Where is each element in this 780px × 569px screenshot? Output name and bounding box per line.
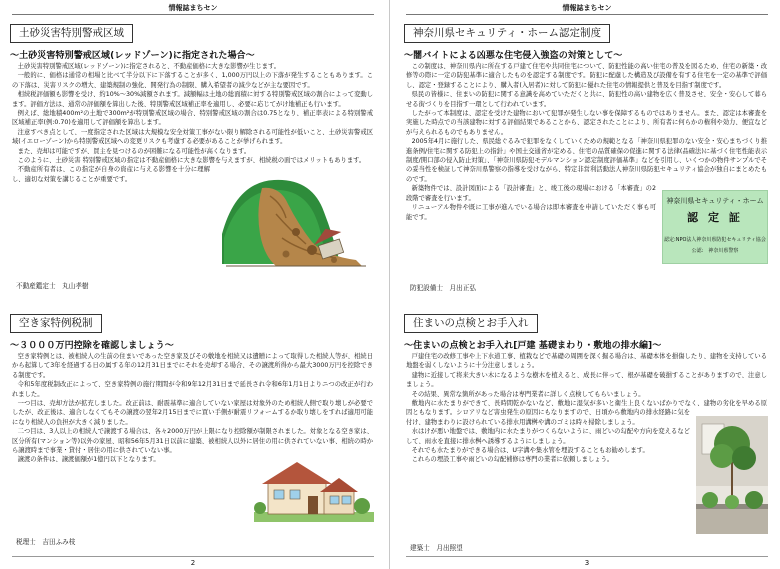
float-spacer [767, 62, 768, 186]
left-page [6, 0, 380, 569]
garden-photo-svg [696, 416, 768, 534]
body-vacant-house [12, 352, 374, 532]
paragraph: これらの埋設工事や雨どいの勾配補修は専門の業者に依頼しましょう。 [411, 456, 614, 464]
paragraph: それでも水たまりができる場合は、U字溝や集水管を埋設することもお勧めします。 [411, 447, 649, 455]
page-gutter [389, 0, 390, 569]
newsletter-name: 情報誌まちセン [168, 4, 218, 12]
byline-security: 防犯設備士 月出正弘 [410, 284, 476, 292]
section-title-vacant-house: 空き家特例税制 [10, 314, 102, 333]
paragraph: 一般的に、価格は通常の相場と比べて半分以下に下落することが多く、1,000万円以上の下落が発生することもあります。この下落は、災害リスクの増大、建築規制の強化、開発行為の制限、購入希望者の減少などが主な要因です。 [12, 72, 373, 89]
running-head [400, 3, 774, 13]
float-spacer [767, 352, 768, 416]
paragraph: 例えば、総地積400m²の土地で300m²が特別警戒区域の場合、特別警戒区域の割合は0.75となり、補正率表による特別警戒区域補正率(例:0.70)を適用して評価額を算出します。 [12, 110, 373, 127]
landslide-illustration-svg [216, 174, 374, 270]
boulder [292, 228, 300, 236]
paragraph: 譲渡の条件は、譲渡価額が1億円以下となります。 [17, 456, 160, 464]
garden-photo [696, 416, 768, 534]
right-page [400, 0, 774, 569]
body-inspection [406, 352, 768, 538]
header-rule [406, 14, 768, 15]
paragraph: 空き家特例とは、被相続人の生前の住まいであった空き家及びその敷地を相続又は遺贈によって取得した相続人等が、相続日から起算して3年を経過する日の属する年の12月31日までにそれを売却する場合、その譲渡所得から最大3000万円を控除できる制度です。 [12, 353, 373, 379]
certificate-line1: 神奈川県セキュリティ・ホーム [666, 197, 764, 205]
headline-security: ～闇バイトによる凶悪な住宅侵入強盗の対策として～ [404, 51, 623, 61]
paragraph: 不動産所有者は、この指定が自身の資産に与える影響を十分に理解し、適切な対策を講じることが重要です。 [12, 166, 210, 183]
paragraph: 2005年4月に施行した、県民総ぐるみで犯罪をなくしていくための規範となる「神奈川県犯罪のない安全・安心まちづくり推進条例/住宅に関する防犯上の指針」や国土交通省が定める、住宅の品質確保の促進に関する法律(品確法)に基づく住宅性能表示制度/開口部の侵入防止対策」、「神奈川県防犯モデルマンション認定制度評価基準」などを引用し、いくつかの物件サンプルでその妥当性を検証して神奈川県警察の指導を受けながら、特定非営利活動法人神奈川県防犯セキュリティ協会が独自にまとめたものです。 [406, 138, 767, 183]
vacant-house-section [6, 306, 380, 554]
page-number-left: 2 [6, 559, 380, 567]
certificate-line4: 公認: 神奈川県警察 [691, 248, 739, 254]
paragraph: 県民の皆様に、住まいの防犯に関する意識を高めていただくと共に、防犯性の高い建物を広く普及させ、安全・安心して暮らせる街づくりを目指す一環として行われています。 [406, 91, 767, 108]
section-title-landslide: 土砂災害特別警戒区域 [10, 24, 133, 43]
byline-landslide: 不動産鑑定士 丸山孝樹 [16, 282, 89, 290]
paragraph: また、売却は可能ですが、買主を見つけるのが困難になる可能性が高くなります。 [17, 147, 251, 155]
float-spacer [373, 62, 374, 174]
house-roof [262, 462, 332, 484]
paragraph: 令和5年度税制改正によって、空き家特例の施行期間が令和9年12月31日まで延長され令和6年1月1日よりニつの改正が行われました。 [12, 381, 373, 398]
body-security [406, 62, 768, 276]
boulder [331, 257, 337, 263]
running-head [6, 3, 380, 13]
paragraph: 土砂災害特別警戒区域(レッドゾーン)に指定されると、不動産価格に大きな影響が生じます。 [17, 63, 281, 70]
door [308, 496, 318, 514]
body-landslide [12, 62, 374, 274]
section-title-inspection: 住まいの点検とお手入れ [404, 314, 538, 333]
window [342, 496, 351, 504]
paragraph: 水はけが悪い地盤では、敷地内に水たまりがつくらないように、雨どいの勾配や方向を変えるなどして、雨水を直接に排水桝へ誘導するようにしましょう。 [406, 428, 690, 445]
house-illustration-svg [254, 456, 374, 522]
section-title-security: 神奈川県セキュリティ・ホーム認定制度 [404, 24, 610, 43]
paragraph: このように、土砂災害 特別警戒区域の指定は不動産価格に大きな影響を与えますが、相続税の面ではメリットもあります。 [17, 157, 366, 165]
shrub [254, 502, 266, 514]
certificate-badge [662, 190, 768, 264]
paragraph: その結果、異常な箇所があった場合は専門業者に詳しく点検してもらいましょう。 [411, 390, 645, 398]
inspection-section [400, 306, 774, 554]
window [274, 490, 284, 499]
gravel [696, 508, 768, 534]
boulder [283, 251, 290, 258]
headline-inspection: ～住まいの点検とお手入れ[戸建 基礎まわり・敷地の排水編]～ [404, 341, 662, 351]
shrub [354, 498, 370, 514]
page-number-right: 3 [400, 559, 774, 567]
paragraph: 相続税評価額も影響を受け、約10%～30%減額されます。減額幅は土地の総面積に対する特別警戒区域の割合によって変動します。評価方法は、通常の評価額を算出した後、特別警戒区域補正率を適用し、必要に応じてがけ地補正も行います。 [12, 91, 373, 108]
header-rule [12, 14, 374, 15]
landslide-section [6, 20, 380, 300]
newsletter-name: 情報誌まちセン [562, 4, 612, 12]
window [290, 490, 300, 499]
house-illustration [254, 456, 374, 522]
landslide-illustration [216, 174, 374, 270]
float-spacer [373, 352, 374, 456]
boulder [307, 245, 317, 255]
paragraph: 戸建住宅の改修工事や上下水道工事、植栽などで基礎の周囲を深く掘る場合は、基礎本体を損傷したり、建物を支持している地盤を弱くしないように十分注意しましょう。 [406, 353, 768, 370]
headline-vacant-house: ～３０００万円控除を確認しましょう～ [10, 341, 174, 351]
paragraph: リニューアル物件や既に工事が進んでいる場合は即本審査を申請していただく事も可能です。 [406, 204, 656, 221]
byline-vacant-house: 税理士 吉田ふみ枝 [16, 538, 76, 546]
certificate-line2: 認 定 証 [687, 211, 743, 224]
window [330, 496, 339, 504]
paragraph: 敷地内に水たまりができて、長時間乾かないなど、敷地に湿気が多いと衛生上良くないばかりでなく、建物の劣化を早める原因ともなります。シロアリなど害虫発生の原因にもなりますので、日頃から敷地内の排水経路に気を付け、建物まわりに設けられている排水用溝桝や溝のゴミは時々掃除しましょう。 [406, 400, 767, 426]
byline-inspection: 建築士 月出照望 [410, 544, 463, 552]
certificate-line3: 認定:NPO法人神奈川県防犯セキュリティ協会 [664, 237, 766, 243]
shrub [725, 495, 739, 509]
paragraph: 一つ目は、売却方法が拡充しました。改正前は、耐震基準に適合していない家屋は対象外のため相続人側で取り壊しが必要でしたが、改正後は、適合しなくてもその譲渡の翌年2月15日までに買い手側が耐震リフォームするか取り壊しをすれば適用可能になり相続人の負担が大きく減りました。 [12, 400, 374, 426]
shrub [745, 491, 763, 509]
security-section [400, 20, 774, 300]
tree-foliage [732, 446, 756, 470]
shrub [702, 492, 718, 508]
tree-foliage [710, 444, 734, 468]
paragraph: 新築物件では、設計図面による「設計審査」と、竣工後の現場における「本審査」の2段階で審査を行います。 [406, 185, 656, 202]
paragraph: したがって本制度は、認定を受けた建物において犯罪が発生しない事を保障するものではありません。また、認定は本審査を実施した時点での当該建物に対する評価結果であることから、認定されたことにより、所有者に何らかの権利や効力、便宜などが与えられるものでもありません。 [406, 110, 767, 136]
paragraph: 二つ目は、3人以上の相続人で譲渡する場合は、各々2000万円が上限になり控除額が制限されました。対象となる空き家は、区分所有(マンション等)以外の家屋、昭和56年5月31日以前に建築、被相続人以外に居住の用に供されていない事、相続の時から譲渡時まで事業・貸付・居住の用に供されていない事。 [12, 428, 373, 455]
paragraph: 建物に近接して将来大きい木になるような樹木を植えると、成長に伴って、根が基礎を破損することがありますので、注意しましょう。 [406, 371, 767, 389]
headline-landslide: ～土砂災害特別警戒区域(レッドゾーン)に指定された場合～ [10, 51, 255, 61]
paragraph: 注意すべき点として、一度指定された区域は大規模な安全対策工事がない限り解除される可能性が低いこと、土砂災害警戒区域(イエローゾーン)から特別警戒区域への変更リスクも考慮する必要があることが挙げられます。 [12, 128, 373, 146]
paragraph: この制度は、神奈川県内に所在する戸建て住宅や共同住宅について、防犯性能の高い住宅の普及を図るため、住宅の新築・改修等の際に一定の防犯基準に適合したものを認定する制度です。防犯に配慮した構造及び設備を有する住宅を一定の基準で評価し、認定・登録することにより、購入者(入居者)に対して防犯に優れた住宅の情報提供と普及を目指す制度です。 [406, 63, 767, 89]
